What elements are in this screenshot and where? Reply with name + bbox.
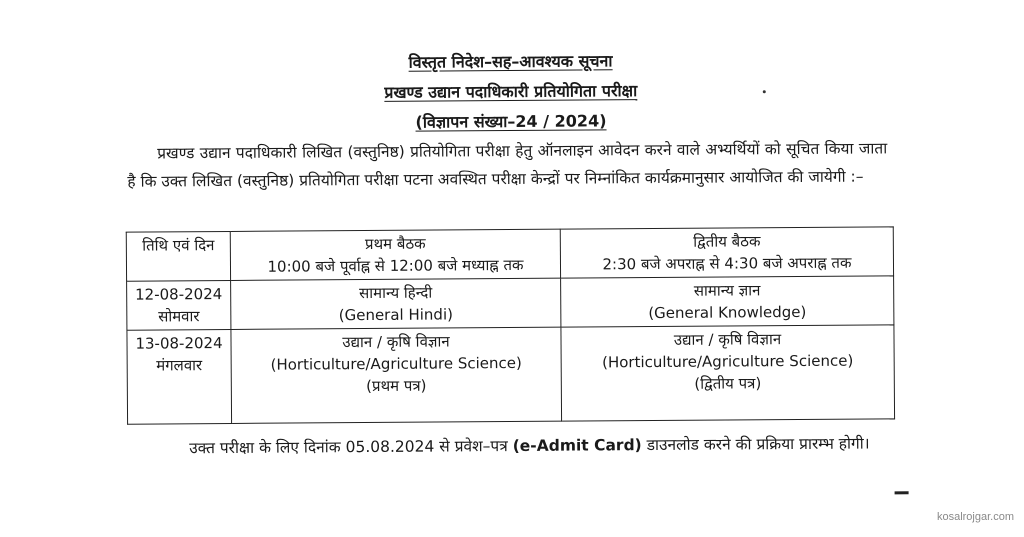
table-row: [127, 276, 894, 330]
row-date: 13-08-2024: [135, 334, 223, 353]
table-row: [127, 325, 895, 424]
second-sitting-title: द्वितीय बैठक: [693, 232, 761, 251]
paper-name-english: (General Knowledge): [648, 302, 807, 323]
watermark-text: kosalrojgar.com: [936, 511, 1014, 523]
paper-name-hindi: उद्यान / कृषि विज्ञान: [673, 330, 782, 349]
closing-text-after: डाउनलोड करने की प्रक्रिया प्रारम्भ होगी।: [641, 434, 870, 455]
header-date-day: [126, 231, 230, 281]
intro-paragraph: प्रखण्ड उद्यान पदाधिकारी लिखित (वस्तुनिष्ठ) प्रतियोगिता परीक्षा हेतु ऑनलाइन आवेदन करने वाले अभ्यर्थियों को सूचित किया जाता है कि उक्त लिखित (वस्तुनिष्ठ) प्रतियोगिता परीक्षा पटना अवस्थित परीक्षा केन्द्रों पर निम्नांकित कार्यक्रमानुसार आयोजित की जायेगी :–: [127, 139, 888, 191]
notice-title-text: विस्तृत निदेश–सह–आवश्यक सूचना: [408, 51, 613, 72]
paper-name-english: (Horticulture/Agriculture Science): [601, 351, 854, 372]
paper-number: (प्रथम पत्र): [366, 376, 427, 396]
paper-name-hindi: सामान्य हिन्दी: [359, 283, 433, 303]
advertisement-number: [0, 106, 1023, 135]
admit-card-paragraph: [129, 429, 889, 462]
row-day: सोमवार: [158, 307, 200, 326]
paper-name-english: (Horticulture/Agriculture Science): [270, 353, 522, 374]
row-first-paper: [231, 278, 561, 329]
row-date-day: [127, 329, 232, 424]
row-day: मंगलवार: [156, 356, 203, 375]
paper-number: (द्वितीय पत्र): [694, 374, 762, 393]
row-second-paper: [561, 276, 894, 327]
paper-name-english: (General Hindi): [338, 305, 454, 325]
header-date-label: तिथि एवं दिन: [142, 236, 215, 255]
first-sitting-title: प्रथम बैठक: [364, 234, 426, 254]
exam-title: [0, 76, 1023, 105]
header-first-sitting: [230, 229, 560, 280]
row-date: 12-08-2024: [135, 285, 223, 304]
advertisement-number-text: (विज्ञापन संख्या–24 / 2024): [415, 111, 607, 132]
exam-title-text: प्रखण्ड उद्यान पदाधिकारी प्रतियोगिता परीक्षा: [384, 81, 638, 102]
first-sitting-time: 10:00 बजे पूर्वाह्न से 12:00 बजे मध्याह्न तक: [267, 255, 524, 276]
header-second-sitting: [560, 227, 893, 278]
closing-text-before: उक्त परीक्षा के लिए दिनांक 05.08.2024 से प्रवेश–पत्र: [189, 436, 513, 458]
paper-name-hindi: सामान्य ज्ञान: [693, 281, 761, 300]
row-first-paper: [231, 327, 562, 423]
second-sitting-time: 2:30 बजे अपराह्न से 4:30 बजे अपराह्न तक: [602, 253, 852, 274]
exam-schedule-table: [126, 226, 895, 424]
row-date-day: [127, 280, 231, 330]
scan-speck: [763, 90, 766, 93]
table-header-row: [126, 227, 893, 281]
row-second-paper: [561, 325, 895, 421]
paper-name-hindi: उद्यान / कृषि विज्ञान: [342, 332, 450, 352]
scan-mark: [895, 491, 909, 494]
e-admit-card-label: (e-Admit Card): [512, 436, 642, 455]
notice-title: [0, 46, 1023, 75]
